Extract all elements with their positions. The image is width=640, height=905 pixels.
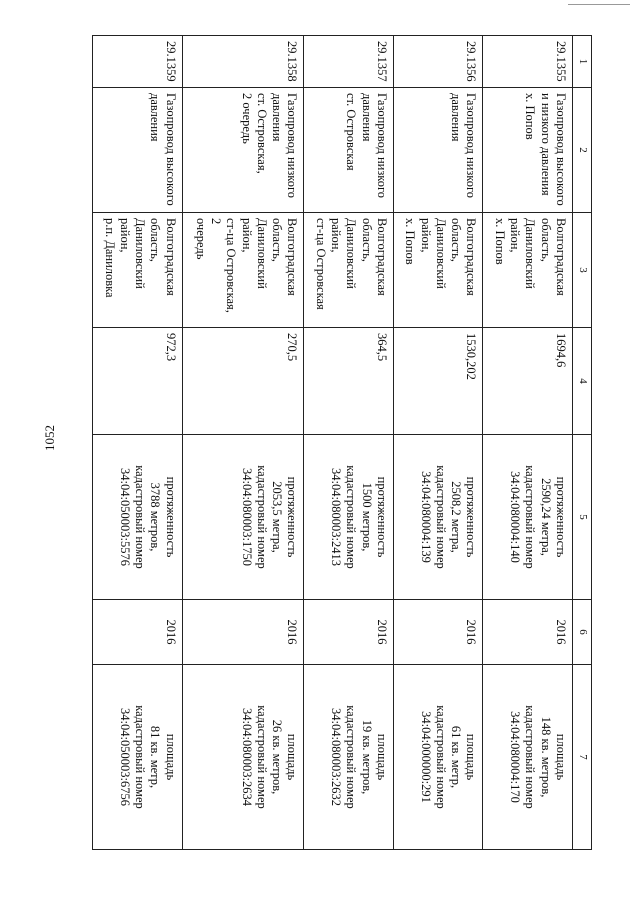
object-value: 1530,202 xyxy=(393,328,483,435)
column-header: 4 xyxy=(573,328,592,435)
object-value: 972,3 xyxy=(93,328,183,435)
object-area: площадь 26 кв. метров, кадастровый номер 34:04:080003:2634 xyxy=(182,665,304,850)
table-row xyxy=(182,36,304,850)
column-header: 7 xyxy=(573,665,592,850)
object-location: Волгоградская область, Даниловский район, ст-ца Островская, 2 очередь xyxy=(182,213,304,328)
object-value: 270,5 xyxy=(182,328,304,435)
page-corner-mark xyxy=(568,4,630,5)
rotated-table-container xyxy=(92,35,592,849)
object-name: Газопровод высокого и низкого давления х. Попов xyxy=(483,88,573,213)
object-area: площадь 61 кв. метр, кадастровый номер 34:04:000000:291 xyxy=(393,665,483,850)
object-location: Волгоградская область, Даниловский район, ст-ца Островская xyxy=(304,213,394,328)
table-row xyxy=(483,36,573,850)
column-header: 5 xyxy=(573,435,592,600)
table-row xyxy=(304,36,394,850)
object-name: Газопровод низкого давления ст. Островская, 2 очередь xyxy=(182,88,304,213)
registry-table xyxy=(92,35,592,850)
table-row xyxy=(393,36,483,850)
object-extent: протяженность 2508,2 метра, кадастровый номер 34:04:080004:139 xyxy=(393,435,483,600)
column-header: 3 xyxy=(573,213,592,328)
object-name: Газопровод низкого давления xyxy=(393,88,483,213)
object-extent: протяженность 1500 метров, кадастровый номер 34:04:080003:2413 xyxy=(304,435,394,600)
object-location: Волгоградская область, Даниловский район, х. Попов xyxy=(393,213,483,328)
object-area: площадь 19 кв. метров, кадастровый номер 34:04:080003:2632 xyxy=(304,665,394,850)
column-header: 1 xyxy=(573,36,592,88)
object-location: Волгоградская область, Даниловский район, х. Попов xyxy=(483,213,573,328)
object-area: площадь 81 кв. метр, кадастровый номер 34:04:050003:6756 xyxy=(93,665,183,850)
object-extent: протяженность 3788 метров, кадастровый номер 34:04:050003:5576 xyxy=(93,435,183,600)
object-extent: протяженность 2590,24 метра, кадастровый номер 34:04:080004:140 xyxy=(483,435,573,600)
object-name: Газопровод высокого давления xyxy=(93,88,183,213)
object-value: 1694,6 xyxy=(483,328,573,435)
object-value: 364,5 xyxy=(304,328,394,435)
row-id: 29.1357 xyxy=(304,36,394,88)
object-year: 2016 xyxy=(182,600,304,665)
row-id: 29.1356 xyxy=(393,36,483,88)
object-area: площадь 148 кв. метров, кадастровый номер 34:04:080004:170 xyxy=(483,665,573,850)
object-location: Волгоградская область, Даниловский район, р.п. Даниловка xyxy=(93,213,183,328)
table-header-row xyxy=(573,36,592,850)
object-extent: протяженность 2053,5 метра, кадастровый номер 34:04:080003:1750 xyxy=(182,435,304,600)
object-year: 2016 xyxy=(304,600,394,665)
object-name: Газопровод низкого давления ст. Островская xyxy=(304,88,394,213)
row-id: 29.1359 xyxy=(93,36,183,88)
object-year: 2016 xyxy=(93,600,183,665)
column-header: 6 xyxy=(573,600,592,665)
column-header: 2 xyxy=(573,88,592,213)
row-id: 29.1355 xyxy=(483,36,573,88)
object-year: 2016 xyxy=(483,600,573,665)
row-id: 29.1358 xyxy=(182,36,304,88)
object-year: 2016 xyxy=(393,600,483,665)
table-row xyxy=(93,36,183,850)
page-number: 1052 xyxy=(42,425,57,451)
